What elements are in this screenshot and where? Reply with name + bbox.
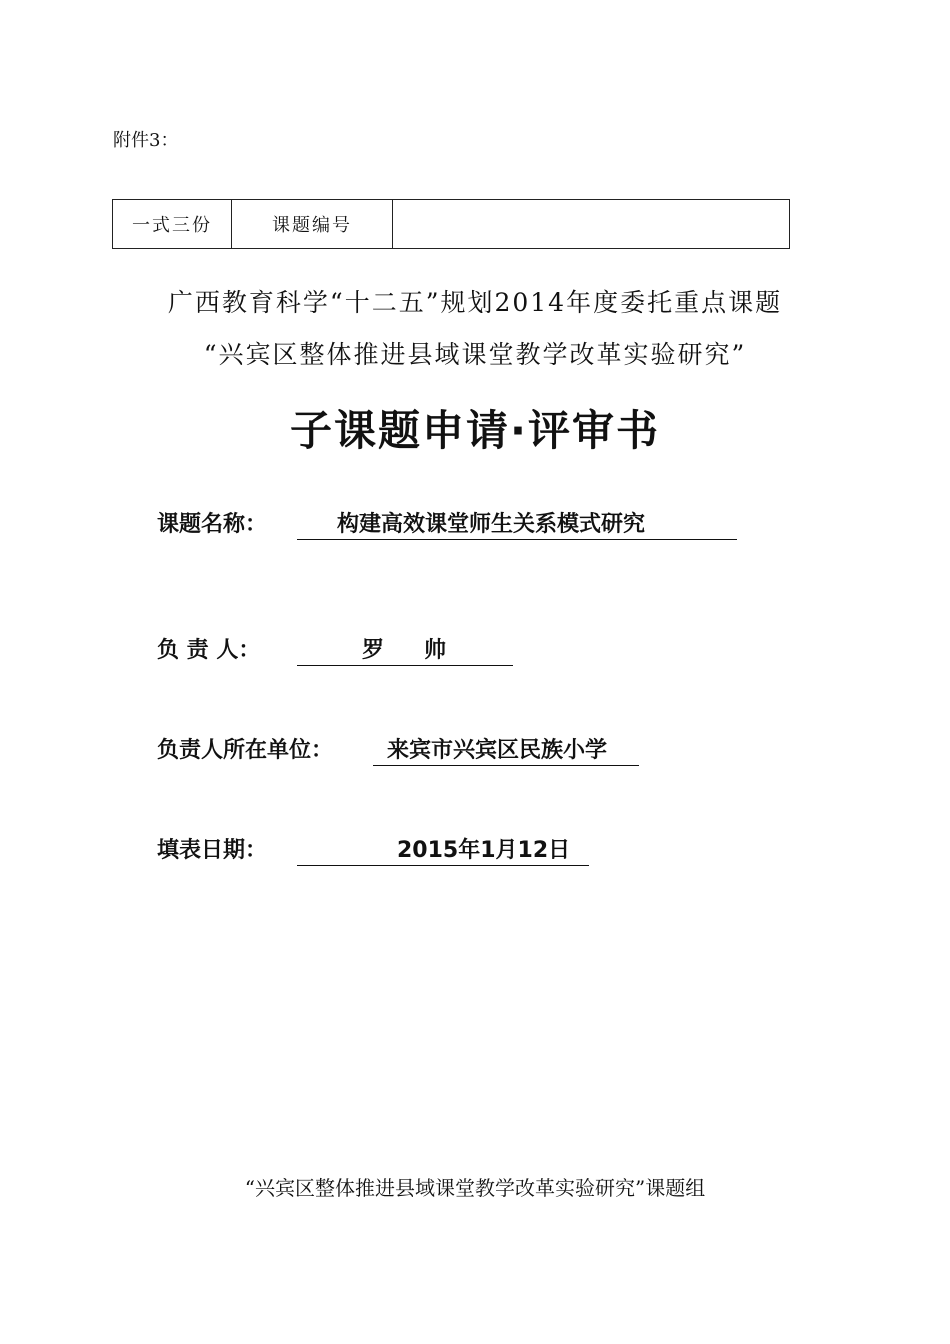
attachment-label: 附件3： <box>113 130 179 151</box>
person-in-charge-value: 罗帅 <box>297 636 513 666</box>
subtitle-line-1: 广西教育科学“十二五”规划2014年度委托重点课题 <box>167 288 783 317</box>
person-in-charge-label: 负 责 人： <box>157 638 261 663</box>
topic-name-label: 课题名称： <box>157 512 268 537</box>
date-value: 2015年1月12日 <box>297 836 589 866</box>
topic-number-label-cell: 课题编号 <box>232 200 393 249</box>
date-label: 填表日期： <box>157 838 268 863</box>
footer-group: “兴宾区整体推进县域课堂教学改革实验研究”课题组 <box>244 1176 706 1200</box>
topic-name-value: 构建高效课堂师生关系模式研究 <box>297 510 737 540</box>
document-title: 子课题申请·评审书 <box>290 406 660 455</box>
unit-value: 来宾市兴宾区民族小学 <box>373 736 639 766</box>
meta-table <box>112 199 790 249</box>
topic-number-value-cell <box>393 200 790 249</box>
subtitle-line-2: “兴宾区整体推进县域课堂教学改革实验研究” <box>203 340 747 369</box>
unit-label: 负责人所在单位： <box>157 738 334 763</box>
meta-row <box>113 200 790 249</box>
copies-cell: 一式三份 <box>113 200 232 249</box>
